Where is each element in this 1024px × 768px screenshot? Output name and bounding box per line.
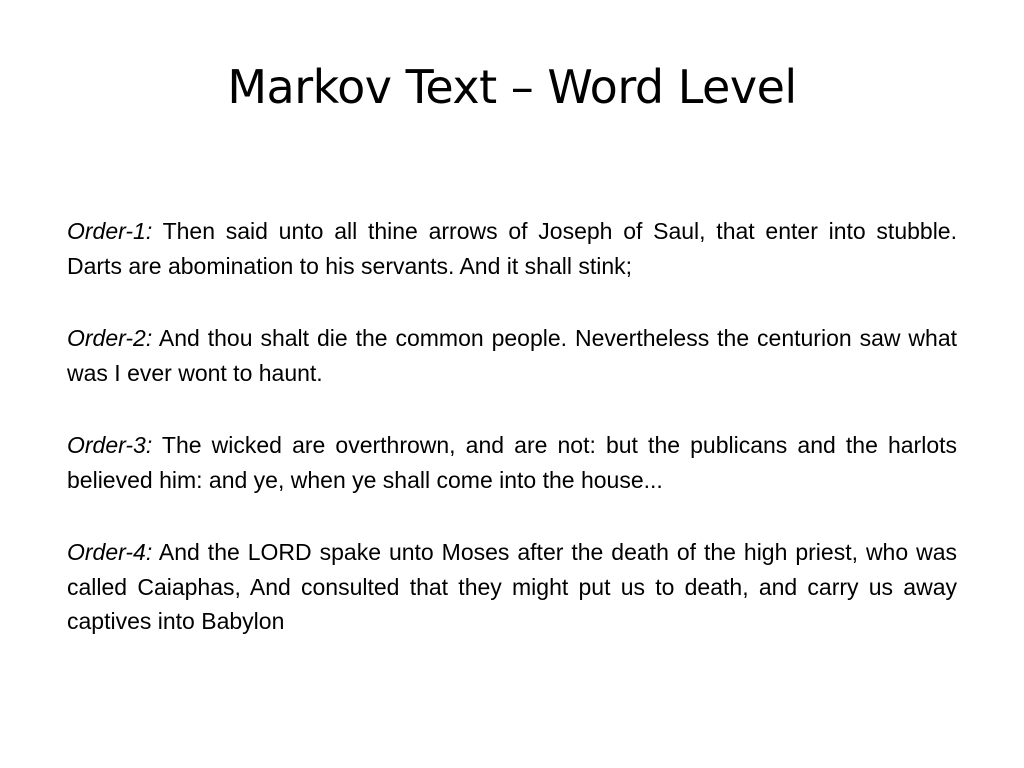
order-2-text: And thou shalt die the common people. Nevertheless the centurion saw what was I ever wont to haunt.: [67, 325, 958, 386]
order-3-paragraph: [67, 428, 957, 497]
order-3-text: The wicked are overthrown, and are not: but the publicans and the harlots believed him: and ye, when ye shall come into the house...: [67, 432, 957, 493]
order-4-paragraph: [67, 535, 957, 639]
order-1-text: Then said unto all thine arrows of Joseph of Saul, that enter into stubble. Darts are abomination to his servants. And it shall stink;: [67, 218, 957, 279]
slide-body: [67, 214, 957, 677]
order-2-label: Order-2:: [67, 325, 153, 351]
order-4-text: And the LORD spake unto Moses after the death of the high priest, who was called Caiaphas, And consulted that they might put us to death, and carry us away captives into Babylon: [67, 539, 958, 634]
order-2-paragraph: [67, 321, 957, 390]
order-1-label: Order-1:: [67, 218, 153, 244]
slide-title: Markov Text – Word Level: [227, 60, 797, 114]
order-4-label: Order-4:: [67, 539, 153, 565]
order-1-paragraph: [67, 214, 957, 283]
order-3-label: Order-3:: [67, 432, 153, 458]
